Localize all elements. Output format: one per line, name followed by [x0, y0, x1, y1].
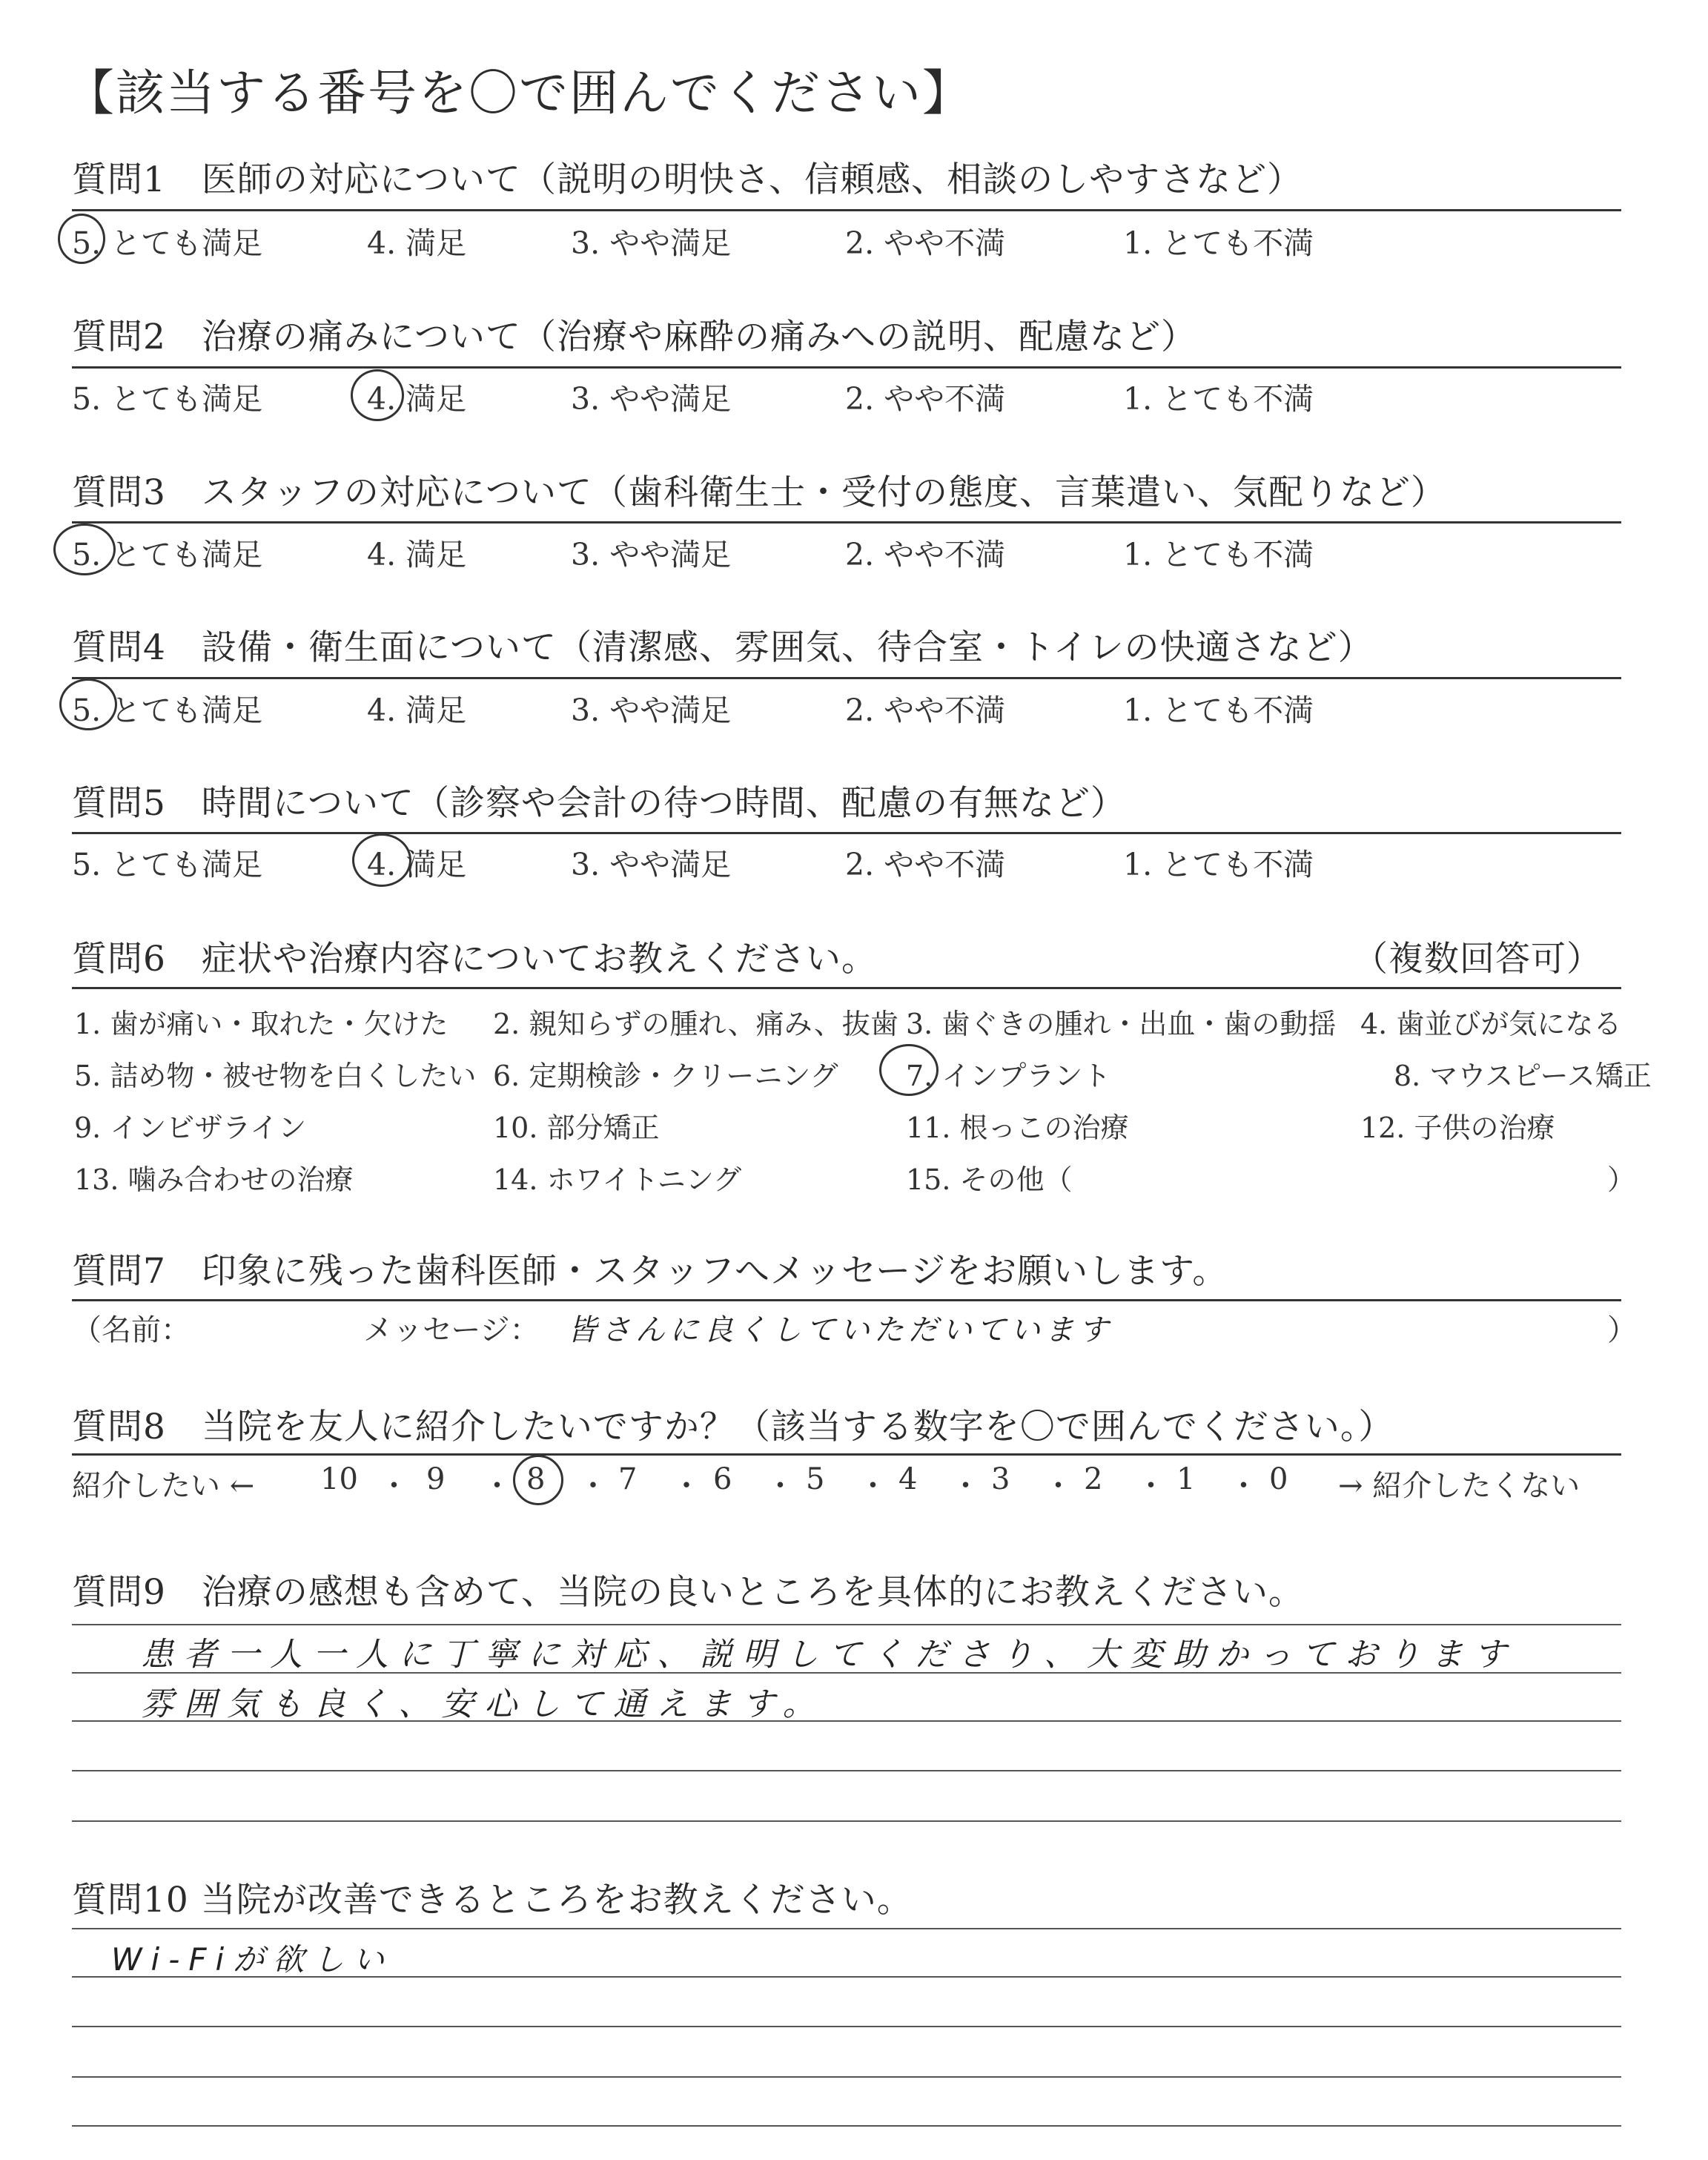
q8-scale-6[interactable]: 6 [713, 1462, 732, 1496]
q8-scale-dot: ・ [1228, 1469, 1259, 1503]
q5-option-5[interactable]: 5. とても満足 [72, 847, 263, 882]
q3-selected-circle [53, 524, 116, 575]
q1-option-1[interactable]: 1. とても不満 [1123, 225, 1314, 261]
q2-option-1[interactable]: 1. とても不満 [1123, 381, 1314, 417]
q2-option-5[interactable]: 5. とても満足 [72, 381, 263, 417]
q6-option-8[interactable]: 8. マウスピース矯正 [1394, 1060, 1652, 1092]
q6-option-13[interactable]: 13. 噛み合わせの治療 [74, 1163, 354, 1196]
q10-line-1 [72, 1928, 1621, 1929]
q5-title: 質問5 時間について（診察や会計の待つ時間、配慮の有無など） [72, 783, 1126, 824]
q5-option-1[interactable]: 1. とても不満 [1123, 847, 1314, 882]
q10-line-5 [72, 2125, 1621, 2127]
q7-close-paren: ） [1607, 1313, 1637, 1347]
q8-selected-circle [513, 1455, 563, 1505]
q9-answer-line-2[interactable]: 雰囲気も良く、安心して通えます。 [141, 1685, 826, 1723]
q6-option-6[interactable]: 6. 定期検診・クリーニング [493, 1060, 838, 1092]
q6-multiple-note: （複数回答可） [1353, 939, 1602, 980]
q5-option-2[interactable]: 2. やや不満 [845, 847, 1006, 882]
q4-option-1[interactable]: 1. とても不満 [1123, 693, 1314, 728]
q6-option-3[interactable]: 3. 歯ぐきの腫れ・出血・歯の動揺 [906, 1008, 1337, 1040]
q4-title: 質問4 設備・衛生面について（清潔感、雰囲気、待合室・トイレの快適さなど） [72, 627, 1374, 668]
q5-option-3[interactable]: 3. やや満足 [571, 847, 732, 882]
q1-option-4[interactable]: 4. 満足 [367, 225, 467, 261]
q8-scale-dot: ・ [482, 1469, 512, 1503]
q2-option-3[interactable]: 3. やや満足 [571, 381, 732, 417]
q6-option-14[interactable]: 14. ホワイトニング [493, 1163, 742, 1196]
q3-option-1[interactable]: 1. とても不満 [1123, 537, 1314, 572]
q10-answer-line-1[interactable]: Wi-Fiが欲しい [111, 1941, 394, 1978]
q6-option-12[interactable]: 12. 子供の治療 [1360, 1112, 1555, 1144]
q8-scale-dot: ・ [1136, 1469, 1166, 1503]
q1-title: 質問1 医師の対応について（説明の明快さ、信頼感、相談のしやすさなど） [72, 159, 1303, 200]
q8-scale-dot: ・ [1043, 1469, 1073, 1503]
q8-scale-7[interactable]: 7 [618, 1462, 638, 1496]
q7-rule [72, 1299, 1621, 1301]
q8-scale-5[interactable]: 5 [806, 1462, 825, 1496]
q6-option-2[interactable]: 2. 親知らずの腫れ、痛み、抜歯 [493, 1008, 898, 1040]
q8-right-label: → 紹介したくない [1338, 1469, 1580, 1503]
q8-scale-dot: ・ [379, 1469, 409, 1503]
q3-option-2[interactable]: 2. やや不満 [845, 537, 1006, 572]
q9-title: 質問9 治療の感想も含めて、当院の良いところを具体的にお教えください。 [72, 1572, 1304, 1613]
q4-option-2[interactable]: 2. やや不満 [845, 693, 1006, 728]
q6-other-close-paren: ） [1607, 1163, 1636, 1196]
q4-option-3[interactable]: 3. やや満足 [571, 693, 732, 728]
q8-title: 質問8 当院を友人に紹介したいですか？（該当する数字を〇で囲んでください。） [72, 1407, 1394, 1447]
q7-name-label: （名前： [72, 1313, 191, 1347]
q9-line-4 [72, 1770, 1621, 1771]
q8-scale-2[interactable]: 2 [1084, 1462, 1103, 1496]
q2-rule [72, 366, 1621, 369]
q5-option-4[interactable]: 4. 満足 [367, 847, 467, 882]
q8-scale-0[interactable]: 0 [1269, 1462, 1288, 1496]
q8-rule [72, 1453, 1621, 1456]
q1-selected-circle [58, 214, 105, 264]
q10-line-4 [72, 2076, 1621, 2078]
q8-scale-10[interactable]: 10 [320, 1462, 358, 1496]
q6-title: 質問6 症状や治療内容についてお教えください。 [72, 939, 877, 980]
q8-scale-dot: ・ [858, 1469, 888, 1503]
q9-line-1 [72, 1624, 1621, 1625]
q6-option-1[interactable]: 1. 歯が痛い・取れた・欠けた [74, 1008, 448, 1040]
q5-rule [72, 832, 1621, 834]
q4-rule [72, 677, 1621, 679]
q9-answer-line-1[interactable]: 患者一人一人に丁寧に対応、説明してくださり、大変助かっております [141, 1636, 1517, 1674]
q1-option-3[interactable]: 3. やや満足 [571, 225, 732, 261]
q8-left-label: 紹介したい ← [72, 1469, 255, 1503]
q8-scale-1[interactable]: 1 [1176, 1462, 1196, 1496]
q4-selected-circle [59, 678, 117, 730]
q7-message-label: メッセージ： [363, 1313, 540, 1347]
q6-option-10[interactable]: 10. 部分矯正 [493, 1112, 660, 1144]
q10-title: 質問10 当院が改善できるところをお教えください。 [72, 1880, 913, 1920]
q2-option-2[interactable]: 2. やや不満 [845, 381, 1006, 417]
q2-selected-circle [351, 369, 404, 421]
q6-selected-circle [879, 1044, 939, 1096]
q4-option-5[interactable]: 5. とても満足 [72, 693, 263, 728]
q6-option-11[interactable]: 11. 根っこの治療 [906, 1112, 1129, 1144]
q3-title: 質問3 スタッフの対応について（歯科衛生士・受付の態度、言葉遣い、気配りなど） [72, 472, 1446, 513]
q1-rule [72, 209, 1621, 211]
q7-title: 質問7 印象に残った歯科医師・スタッフへメッセージをお願いします。 [72, 1251, 1228, 1292]
q3-option-5[interactable]: 5. とても満足 [72, 537, 263, 572]
q9-line-5 [72, 1820, 1621, 1822]
q3-option-4[interactable]: 4. 満足 [367, 537, 467, 572]
form-header: 【該当する番号を〇で囲んでください】 [65, 65, 973, 122]
q10-line-3 [72, 2026, 1621, 2027]
q8-scale-dot: ・ [672, 1469, 701, 1503]
q6-option-9[interactable]: 9. インビザライン [74, 1112, 307, 1144]
q7-message-value[interactable]: 皆さんに良くしていただいています [567, 1313, 1113, 1347]
q8-scale-9[interactable]: 9 [426, 1462, 446, 1496]
q2-title: 質問2 治療の痛みについて（治療や麻酔の痛みへの説明、配慮など） [72, 317, 1197, 357]
q6-rule [72, 987, 1621, 989]
q6-option-4[interactable]: 4. 歯並びが気になる [1360, 1008, 1622, 1040]
q2-option-4[interactable]: 4. 満足 [367, 381, 467, 417]
q3-option-3[interactable]: 3. やや満足 [571, 537, 732, 572]
q8-scale-4[interactable]: 4 [898, 1462, 918, 1496]
q4-option-4[interactable]: 4. 満足 [367, 693, 467, 728]
q6-option-5[interactable]: 5. 詰め物・被せ物を白くしたい [74, 1060, 477, 1092]
q8-scale-3[interactable]: 3 [991, 1462, 1010, 1496]
q8-scale-dot: ・ [578, 1469, 608, 1503]
q6-option-7[interactable]: 7. インプラント [906, 1060, 1111, 1092]
q8-scale-8[interactable]: 8 [526, 1462, 546, 1496]
q6-option-15[interactable]: 15. その他（ [906, 1163, 1073, 1196]
q5-selected-circle [352, 833, 411, 887]
q1-option-2[interactable]: 2. やや不満 [845, 225, 1006, 261]
q8-scale-dot: ・ [765, 1469, 795, 1503]
q1-option-5[interactable]: 5. とても満足 [72, 225, 263, 261]
q8-scale-dot: ・ [950, 1469, 981, 1503]
q3-rule [72, 521, 1621, 524]
